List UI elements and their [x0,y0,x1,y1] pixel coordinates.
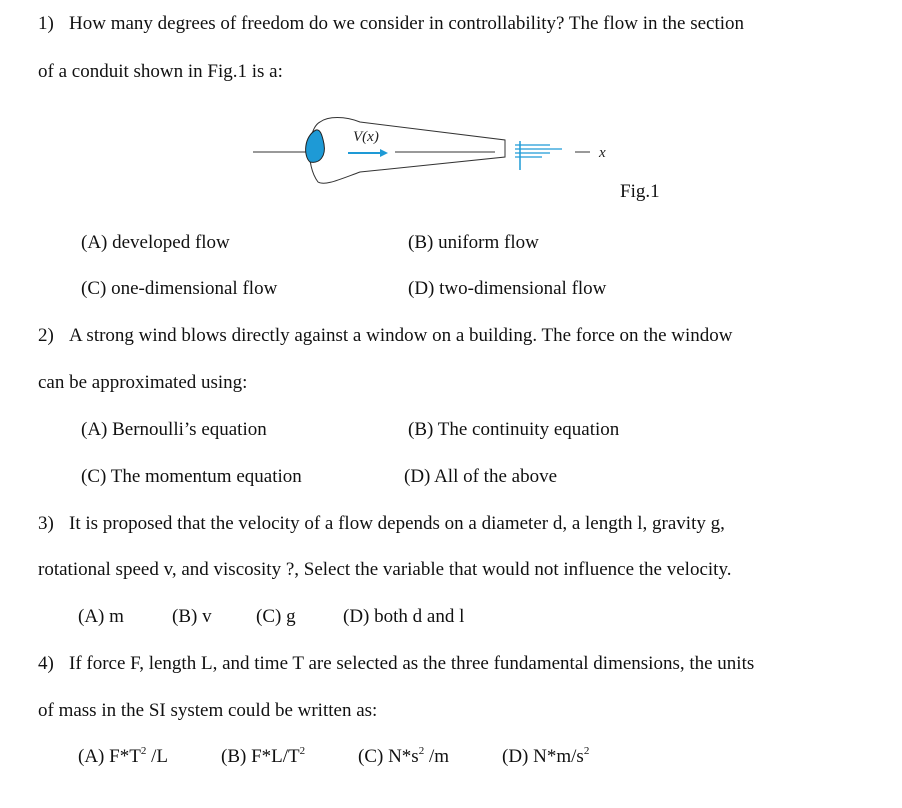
figure-caption: Fig.1 [620,181,660,202]
q2-option-d: (D) All of the above [404,466,558,487]
q3-option-a: (A) m [78,606,124,627]
q4-option-d: (D) $N*m/s^2$ [502,745,590,767]
q2-text-line1: A strong wind blows directly against a window on a building. The force on the window [69,325,733,346]
q2-text-line2: can be approximated using: [38,372,248,393]
q3-option-c: (C) g [256,606,296,627]
axis-x-label: x [599,145,606,161]
q4-option-c: (C) $N*s^2$ /m [358,745,450,767]
q4-option-b: (B) $F*L/T^2$ [221,745,306,767]
q2-number: 2) [38,325,54,346]
q3-number: 3) [38,513,54,534]
conduit-inlet-opening [306,130,325,162]
q4-text-line2: of mass in the SI system could be written as: [38,700,378,721]
q3-text-line1: It is proposed that the velocity of a flow depends on a diameter d, a length l, gravity g, [69,513,725,534]
velocity-label: V(x) [353,129,379,145]
q2-option-c: (C) The momentum equation [81,466,302,487]
q1-option-b: (B) uniform flow [408,232,539,253]
q4-number: 4) [38,653,54,674]
q1-option-a: (A) developed flow [81,232,230,253]
conduit-outline [310,118,505,184]
q1-option-c: (C) one-dimensional flow [81,278,278,299]
q1-option-d: (D) two-dimensional flow [408,278,607,299]
q3-option-b: (B) v [172,606,212,627]
q4-text-line1: If force F, length L, and time T are selected as the three fundamental dimensions, the units [69,653,755,674]
q3-option-d: (D) both d and l [343,606,465,627]
outflow-lines [515,145,562,157]
q1-text-line1: How many degrees of freedom do we consider in controllability? The flow in the section [69,13,745,34]
conduit-figure [250,110,630,190]
q3-text-line2: rotational speed v, and viscosity ?, Select the variable that would not influence the velocity. [38,559,732,580]
q4-option-a: (A) $F*T^2$ /L [78,745,168,767]
q1-text-line2: of a conduit shown in Fig.1 is a: [38,61,283,82]
q2-option-a: (A) Bernoulli’s equation [81,419,267,440]
q2-option-b: (B) The continuity equation [408,419,620,440]
q1-number: 1) [38,13,54,34]
